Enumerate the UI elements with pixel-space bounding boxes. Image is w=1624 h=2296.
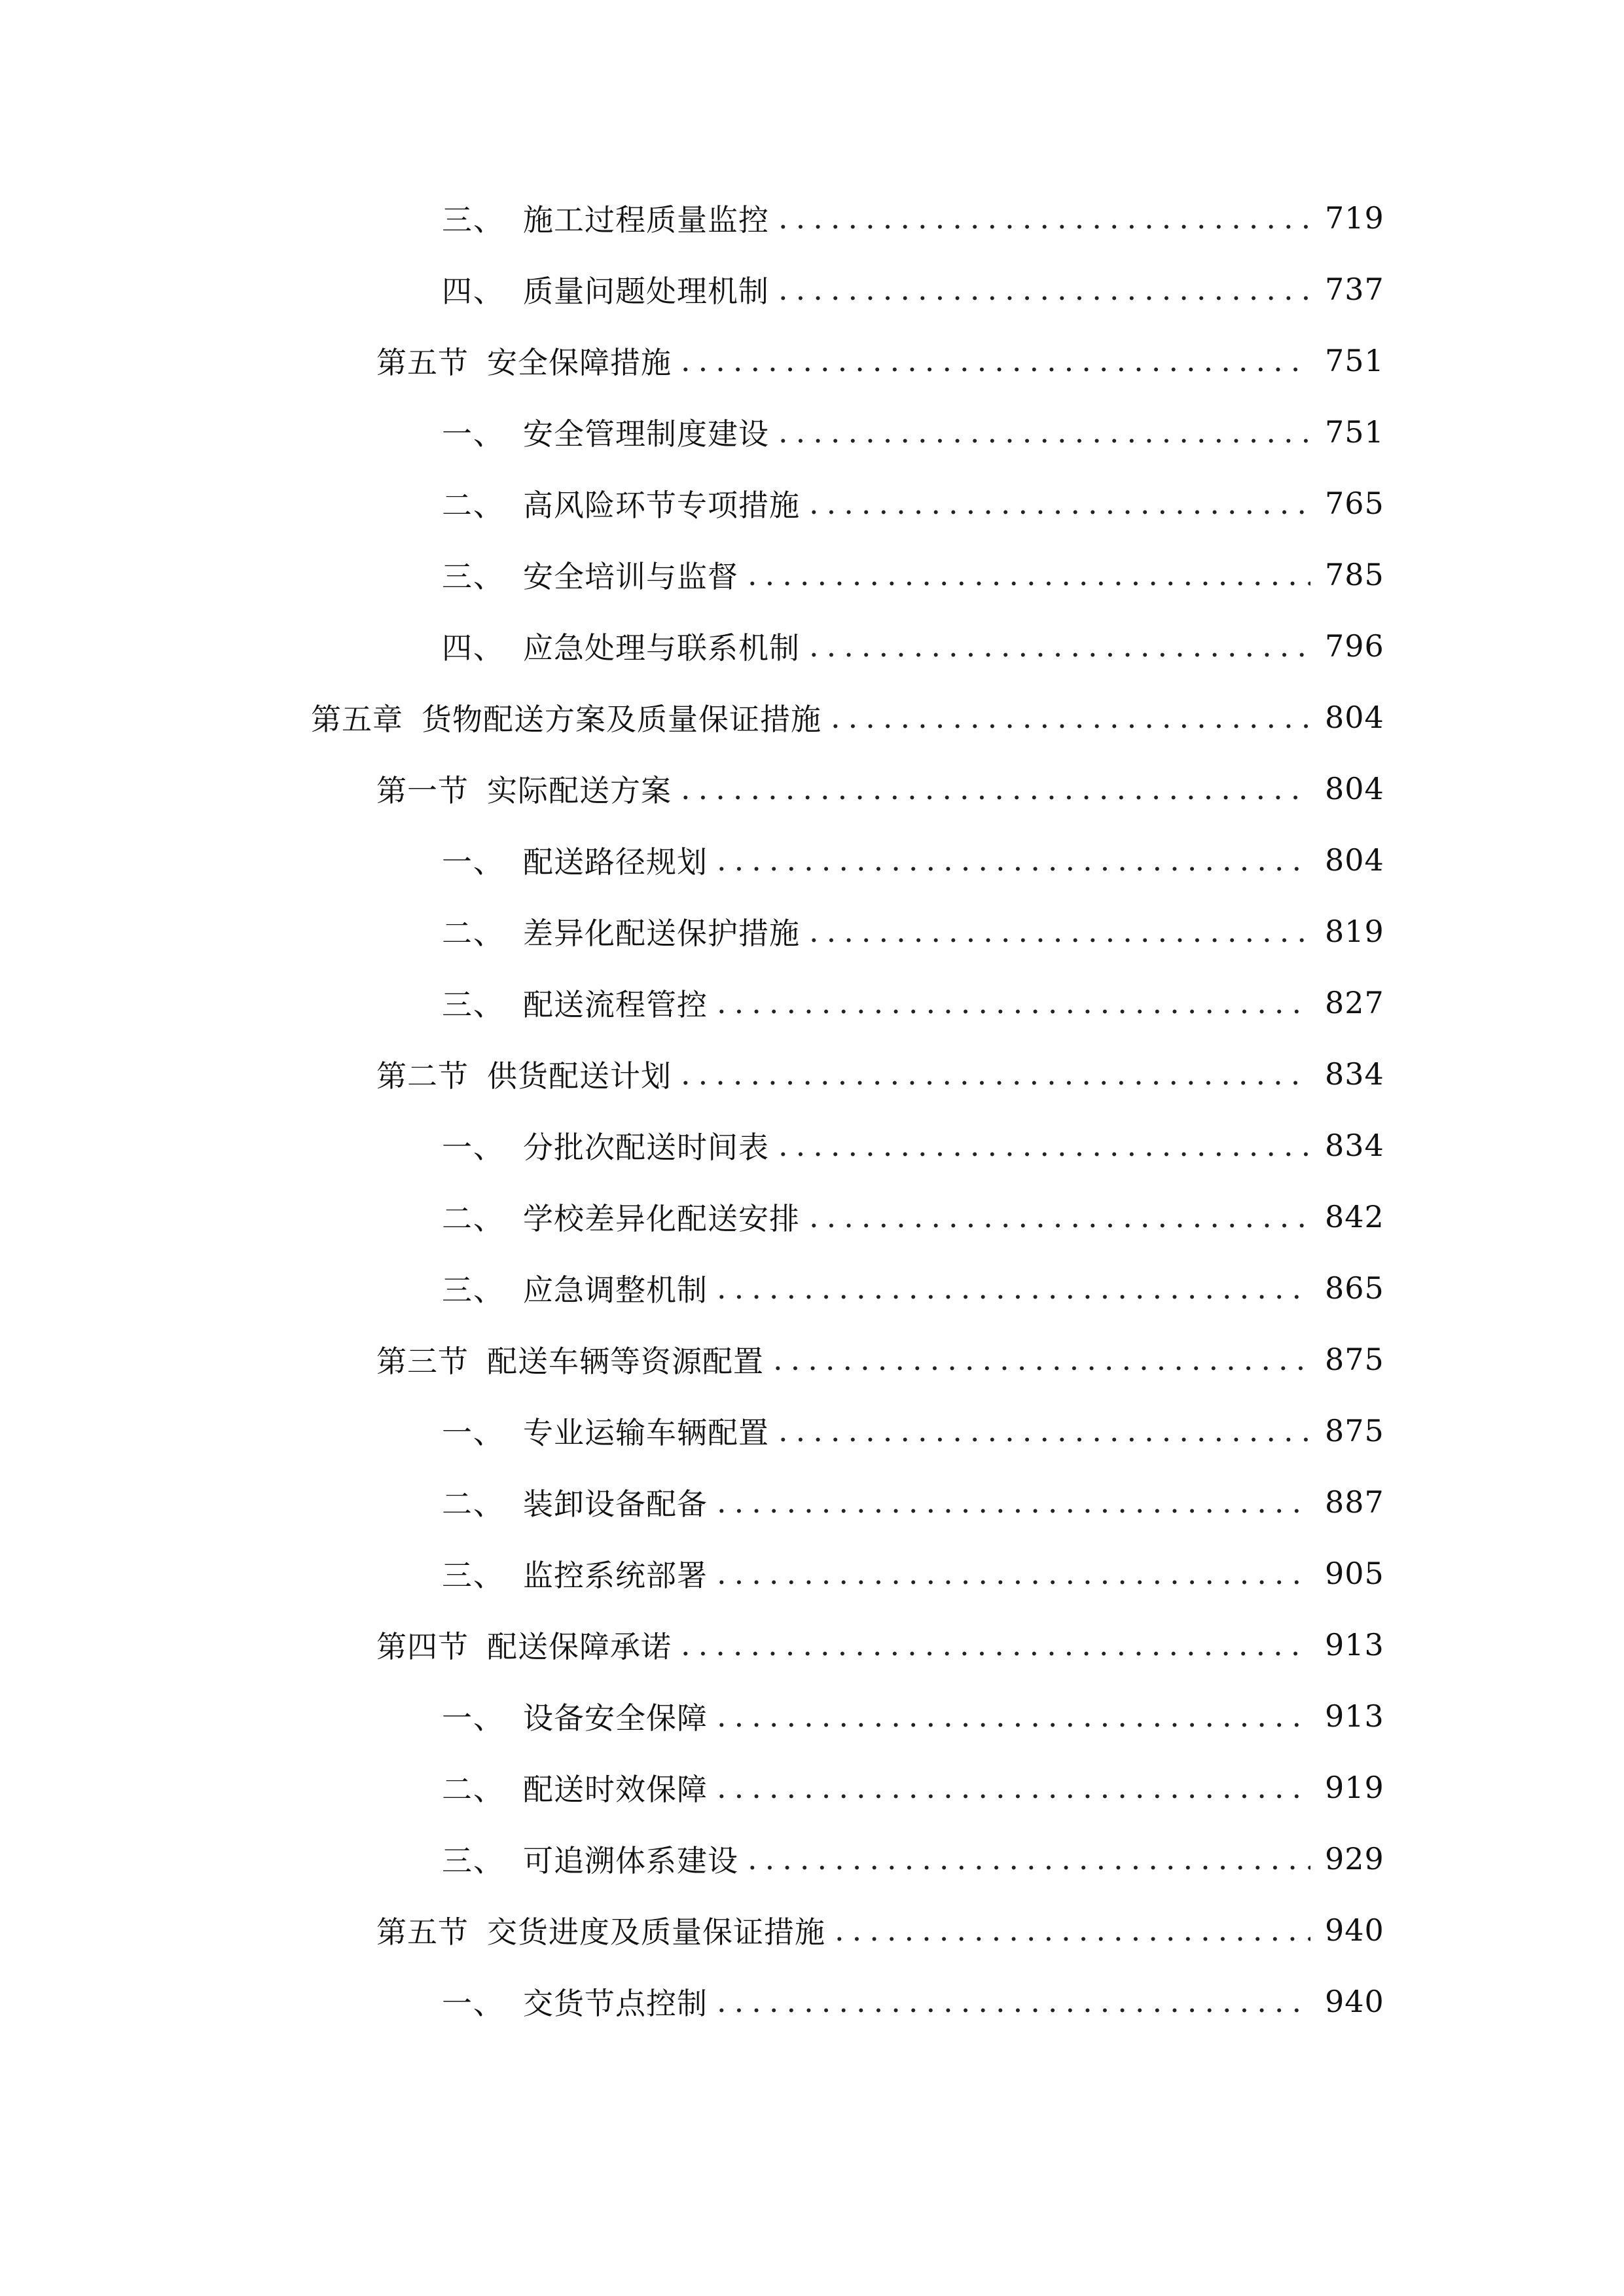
toc-entry-number: 二、 xyxy=(442,1772,505,1807)
toc-entry[interactable] xyxy=(442,406,1384,458)
toc-chapter-number: 第五章 xyxy=(311,702,403,737)
toc-entry-number: 一、 xyxy=(442,1700,505,1736)
dot-leader xyxy=(717,988,1310,1018)
toc-entry-page: 905 xyxy=(1325,1556,1384,1591)
toc-section-page: 913 xyxy=(1325,1627,1384,1662)
toc-section-page: 804 xyxy=(1325,771,1384,806)
dot-leader xyxy=(717,1986,1310,2017)
toc-section-title: 供货配送计划 xyxy=(487,1058,672,1094)
toc-entry-title: 配送路径规划 xyxy=(523,844,708,880)
toc-entry[interactable] xyxy=(442,834,1384,886)
toc-entry-number: 三、 xyxy=(442,1558,505,1593)
toc-entry-number: 一、 xyxy=(442,416,505,452)
toc-entry-title: 配送时效保障 xyxy=(523,1772,708,1807)
toc-entry-title: 交货节点控制 xyxy=(523,1986,708,2021)
toc-entry-page: 804 xyxy=(1325,842,1384,878)
toc-entry-title: 监控系统部署 xyxy=(523,1558,708,1593)
toc-section-page: 751 xyxy=(1325,343,1384,378)
toc-chapter[interactable] xyxy=(311,691,1384,744)
toc-section-number: 第四节 xyxy=(376,1629,469,1664)
toc-entry-title: 分批次配送时间表 xyxy=(523,1130,769,1165)
toc-entry-number: 三、 xyxy=(442,1272,505,1308)
toc-entry-page: 875 xyxy=(1325,1413,1384,1448)
toc-entry-title: 质量问题处理机制 xyxy=(523,274,769,309)
toc-entry[interactable] xyxy=(442,1833,1384,1885)
dot-leader xyxy=(809,916,1310,946)
toc-section-page: 834 xyxy=(1325,1056,1384,1092)
toc-entry-page: 737 xyxy=(1325,272,1384,307)
toc-entry-title: 安全管理制度建设 xyxy=(523,416,769,452)
toc-entry-page: 940 xyxy=(1325,1984,1384,2019)
toc-entry-number: 二、 xyxy=(442,1201,505,1236)
toc-section-number: 第一节 xyxy=(376,773,469,808)
toc-entry-page: 865 xyxy=(1325,1270,1384,1306)
toc-entry-number: 三、 xyxy=(442,202,505,238)
dot-leader xyxy=(681,774,1310,804)
dot-leader xyxy=(717,1701,1310,1731)
toc-entry-page: 913 xyxy=(1325,1698,1384,1734)
toc-chapter-title: 货物配送方案及质量保证措施 xyxy=(422,702,821,737)
toc-section-page: 940 xyxy=(1325,1912,1384,1948)
toc-section-title: 配送车辆等资源配置 xyxy=(487,1344,764,1379)
toc-entry-number: 四、 xyxy=(442,274,505,309)
toc-entry[interactable] xyxy=(442,192,1384,244)
toc-entry-page: 887 xyxy=(1325,1484,1384,1520)
toc-entry[interactable] xyxy=(442,1476,1384,1528)
toc-entry[interactable] xyxy=(442,977,1384,1029)
toc-entry[interactable] xyxy=(442,263,1384,315)
toc-section-page: 875 xyxy=(1325,1342,1384,1377)
toc-entry[interactable] xyxy=(442,1547,1384,1600)
dot-leader xyxy=(681,1630,1310,1660)
toc-entry-page: 834 xyxy=(1325,1128,1384,1163)
toc-entry-number: 二、 xyxy=(442,1486,505,1522)
toc-entry-number: 一、 xyxy=(442,844,505,880)
dot-leader xyxy=(717,1273,1310,1303)
dot-leader xyxy=(681,346,1310,376)
toc-entry-page: 842 xyxy=(1325,1199,1384,1234)
toc-entry-title: 安全培训与监督 xyxy=(523,559,738,594)
toc-section-title: 实际配送方案 xyxy=(487,773,672,808)
toc-entry[interactable] xyxy=(442,1119,1384,1172)
dot-leader xyxy=(748,560,1310,590)
toc-entry-title: 差异化配送保护措施 xyxy=(523,916,800,951)
toc-chapter-page: 804 xyxy=(1325,700,1384,735)
dot-leader xyxy=(809,488,1310,518)
toc-entry-title: 配送流程管控 xyxy=(523,987,708,1022)
toc-entry-number: 三、 xyxy=(442,559,505,594)
dot-leader xyxy=(681,1059,1310,1089)
toc-entry[interactable] xyxy=(442,1191,1384,1243)
toc-entry[interactable] xyxy=(442,548,1384,601)
dot-leader xyxy=(717,1487,1310,1517)
dot-leader xyxy=(717,1558,1310,1588)
dot-leader xyxy=(778,417,1310,447)
toc-section-number: 第二节 xyxy=(376,1058,469,1094)
toc-entry-page: 785 xyxy=(1325,557,1384,592)
dot-leader xyxy=(778,274,1310,304)
toc-entry-page: 719 xyxy=(1325,200,1384,236)
toc-entry-title: 高风险环节专项措施 xyxy=(523,488,800,523)
toc-section-number: 第三节 xyxy=(376,1344,469,1379)
toc-entry-number: 二、 xyxy=(442,488,505,523)
toc-entry-number: 三、 xyxy=(442,987,505,1022)
toc-section[interactable] xyxy=(376,1619,1384,1671)
toc-section[interactable] xyxy=(376,1048,1384,1100)
toc-entry-title: 可追溯体系建设 xyxy=(523,1843,738,1878)
toc-entry-number: 一、 xyxy=(442,1130,505,1165)
toc-entry[interactable] xyxy=(442,1690,1384,1742)
toc-entry-title: 学校差异化配送安排 xyxy=(523,1201,800,1236)
toc-section-title: 交货进度及质量保证措施 xyxy=(487,1914,825,1950)
toc-section-title: 配送保障承诺 xyxy=(487,1629,672,1664)
dot-leader xyxy=(717,1772,1310,1803)
dot-leader xyxy=(809,631,1310,661)
toc-entry[interactable] xyxy=(442,620,1384,672)
toc-entry[interactable] xyxy=(442,1405,1384,1457)
toc-section-number: 第五节 xyxy=(376,345,469,380)
toc-entry-title: 装卸设备配备 xyxy=(523,1486,708,1522)
toc-entry-page: 751 xyxy=(1325,414,1384,450)
toc-section[interactable] xyxy=(376,334,1384,387)
toc-section[interactable] xyxy=(376,762,1384,815)
toc-section-title: 安全保障措施 xyxy=(487,345,672,380)
toc-entry-title: 施工过程质量监控 xyxy=(523,202,769,238)
toc-entry-page: 827 xyxy=(1325,985,1384,1020)
toc-section[interactable] xyxy=(376,1333,1384,1386)
dot-leader xyxy=(773,1344,1310,1374)
toc-entry-title: 应急调整机制 xyxy=(523,1272,708,1308)
toc-entry-page: 929 xyxy=(1325,1841,1384,1876)
toc-entry-title: 专业运输车辆配置 xyxy=(523,1415,769,1450)
toc-entry-page: 796 xyxy=(1325,628,1384,664)
dot-leader xyxy=(831,702,1310,732)
dot-leader xyxy=(809,1202,1310,1232)
toc-entry[interactable] xyxy=(442,905,1384,958)
toc-entry-number: 二、 xyxy=(442,916,505,951)
toc-entry-page: 919 xyxy=(1325,1770,1384,1805)
toc-entry-number: 四、 xyxy=(442,630,505,666)
toc-section-number: 第五节 xyxy=(376,1914,469,1950)
toc-section[interactable] xyxy=(376,1904,1384,1956)
dot-leader xyxy=(835,1915,1310,1945)
toc-entry-title: 设备安全保障 xyxy=(523,1700,708,1736)
toc-entry-number: 一、 xyxy=(442,1986,505,2021)
toc-entry[interactable] xyxy=(442,1262,1384,1314)
dot-leader xyxy=(748,1844,1310,1874)
dot-leader xyxy=(778,1416,1310,1446)
dot-leader xyxy=(717,845,1310,875)
toc-entry[interactable] xyxy=(442,1975,1384,2028)
toc-entry-title: 应急处理与联系机制 xyxy=(523,630,800,666)
dot-leader xyxy=(778,1130,1310,1160)
toc-entry-number: 一、 xyxy=(442,1415,505,1450)
toc-entry[interactable] xyxy=(442,477,1384,529)
dot-leader xyxy=(778,203,1310,233)
toc-entry-number: 三、 xyxy=(442,1843,505,1878)
toc-entry-page: 765 xyxy=(1325,486,1384,521)
toc-entry-page: 819 xyxy=(1325,914,1384,949)
toc-entry[interactable] xyxy=(442,1761,1384,1814)
